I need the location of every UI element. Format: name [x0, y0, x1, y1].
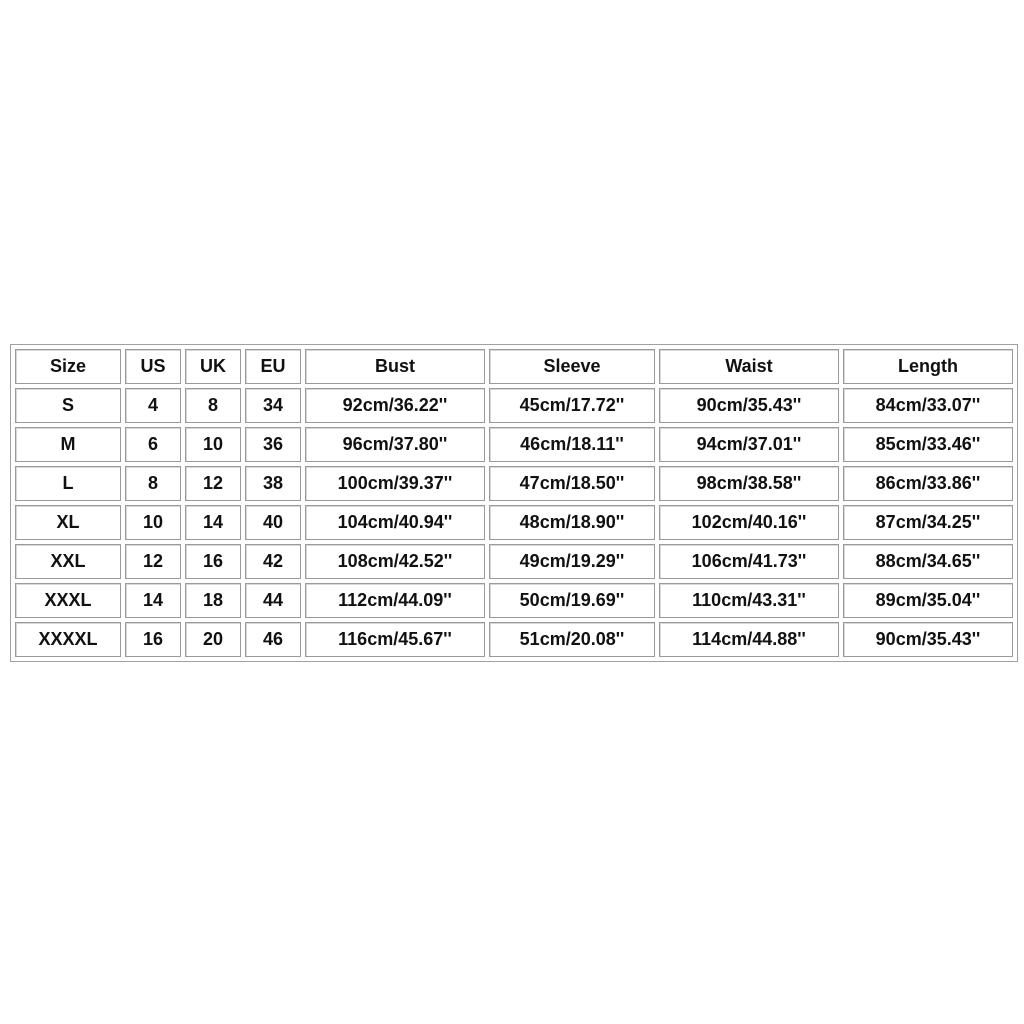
cell-waist: 106cm/41.73'': [659, 544, 839, 579]
cell-size: L: [15, 466, 121, 501]
cell-uk: 8: [185, 388, 241, 423]
cell-waist: 98cm/38.58'': [659, 466, 839, 501]
cell-bust: 108cm/42.52'': [305, 544, 485, 579]
cell-bust: 96cm/37.80'': [305, 427, 485, 462]
table-row: [15, 388, 1013, 423]
cell-size: XL: [15, 505, 121, 540]
cell-size: S: [15, 388, 121, 423]
cell-uk: 12: [185, 466, 241, 501]
header-size: Size: [15, 349, 121, 384]
table-row: [15, 505, 1013, 540]
header-eu: EU: [245, 349, 301, 384]
cell-length: 88cm/34.65'': [843, 544, 1013, 579]
cell-waist: 94cm/37.01'': [659, 427, 839, 462]
cell-us: 12: [125, 544, 181, 579]
size-chart-table: [10, 344, 1018, 662]
header-length: Length: [843, 349, 1013, 384]
cell-us: 4: [125, 388, 181, 423]
cell-length: 84cm/33.07'': [843, 388, 1013, 423]
cell-sleeve: 47cm/18.50'': [489, 466, 655, 501]
header-waist: Waist: [659, 349, 839, 384]
cell-us: 6: [125, 427, 181, 462]
cell-bust: 100cm/39.37'': [305, 466, 485, 501]
cell-us: 14: [125, 583, 181, 618]
cell-eu: 36: [245, 427, 301, 462]
header-sleeve: Sleeve: [489, 349, 655, 384]
cell-size: XXL: [15, 544, 121, 579]
table-row: [15, 622, 1013, 657]
cell-eu: 46: [245, 622, 301, 657]
cell-sleeve: 45cm/17.72'': [489, 388, 655, 423]
cell-sleeve: 51cm/20.08'': [489, 622, 655, 657]
cell-length: 85cm/33.46'': [843, 427, 1013, 462]
cell-eu: 42: [245, 544, 301, 579]
cell-sleeve: 50cm/19.69'': [489, 583, 655, 618]
cell-length: 90cm/35.43'': [843, 622, 1013, 657]
cell-length: 87cm/34.25'': [843, 505, 1013, 540]
header-us: US: [125, 349, 181, 384]
cell-length: 86cm/33.86'': [843, 466, 1013, 501]
cell-uk: 18: [185, 583, 241, 618]
cell-uk: 10: [185, 427, 241, 462]
cell-size: XXXXL: [15, 622, 121, 657]
cell-eu: 44: [245, 583, 301, 618]
cell-size: XXXL: [15, 583, 121, 618]
cell-uk: 14: [185, 505, 241, 540]
cell-eu: 38: [245, 466, 301, 501]
cell-waist: 102cm/40.16'': [659, 505, 839, 540]
table-row: [15, 466, 1013, 501]
cell-size: M: [15, 427, 121, 462]
cell-us: 10: [125, 505, 181, 540]
cell-uk: 20: [185, 622, 241, 657]
cell-bust: 104cm/40.94'': [305, 505, 485, 540]
cell-uk: 16: [185, 544, 241, 579]
cell-sleeve: 48cm/18.90'': [489, 505, 655, 540]
cell-bust: 112cm/44.09'': [305, 583, 485, 618]
cell-bust: 116cm/45.67'': [305, 622, 485, 657]
cell-bust: 92cm/36.22'': [305, 388, 485, 423]
cell-waist: 110cm/43.31'': [659, 583, 839, 618]
table-row: [15, 583, 1013, 618]
cell-eu: 40: [245, 505, 301, 540]
cell-us: 16: [125, 622, 181, 657]
header-uk: UK: [185, 349, 241, 384]
table-row: [15, 544, 1013, 579]
cell-us: 8: [125, 466, 181, 501]
header-row: [15, 349, 1013, 384]
cell-length: 89cm/35.04'': [843, 583, 1013, 618]
cell-sleeve: 49cm/19.29'': [489, 544, 655, 579]
header-bust: Bust: [305, 349, 485, 384]
cell-eu: 34: [245, 388, 301, 423]
cell-waist: 114cm/44.88'': [659, 622, 839, 657]
cell-waist: 90cm/35.43'': [659, 388, 839, 423]
cell-sleeve: 46cm/18.11'': [489, 427, 655, 462]
table-row: [15, 427, 1013, 462]
